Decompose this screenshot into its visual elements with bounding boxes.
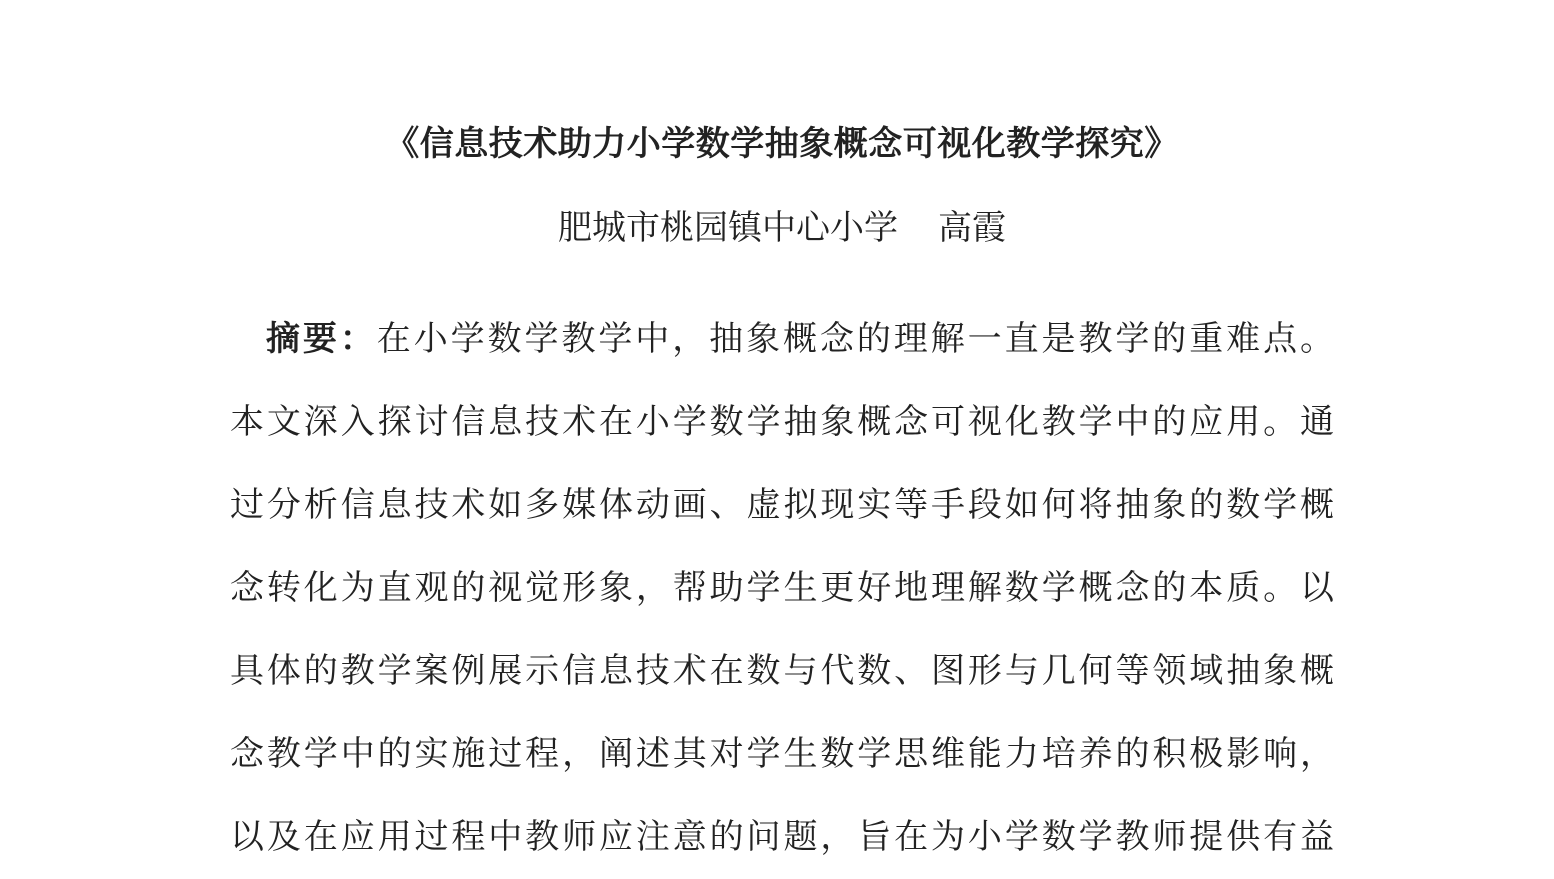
abstract-line: 以及在应用过程中教师应注意的问题，旨在为小学数学教师提供有益 bbox=[230, 817, 1334, 857]
abstract-line: 过分析信息技术如多媒体动画、虚拟现实等手段如何将抽象的数学概 bbox=[230, 485, 1334, 525]
abstract-line bbox=[230, 298, 1334, 381]
author-name: 高霞 bbox=[938, 208, 1006, 248]
author-school: 肥城市桃园镇中心小学 bbox=[558, 208, 898, 248]
abstract-paragraph bbox=[230, 298, 1334, 879]
abstract-line: 本文深入探讨信息技术在小学数学抽象概念可视化教学中的应用。通 bbox=[230, 402, 1334, 442]
abstract-label: 摘要： bbox=[266, 319, 377, 359]
abstract-line: 念转化为直观的视觉形象，帮助学生更好地理解数学概念的本质。以 bbox=[230, 568, 1334, 608]
abstract-text: 在小学数学教学中，抽象概念的理解一直是教学的重难点。 bbox=[376, 319, 1335, 359]
abstract-line: 念教学中的实施过程，阐述其对学生数学思维能力培养的积极影响， bbox=[230, 734, 1334, 774]
abstract-line: 具体的教学案例展示信息技术在数与代数、图形与几何等领域抽象概 bbox=[230, 651, 1334, 691]
document-title: 《信息技术助力小学数学抽象概念可视化教学探究》 bbox=[385, 124, 1179, 164]
author-line bbox=[230, 200, 1334, 249]
